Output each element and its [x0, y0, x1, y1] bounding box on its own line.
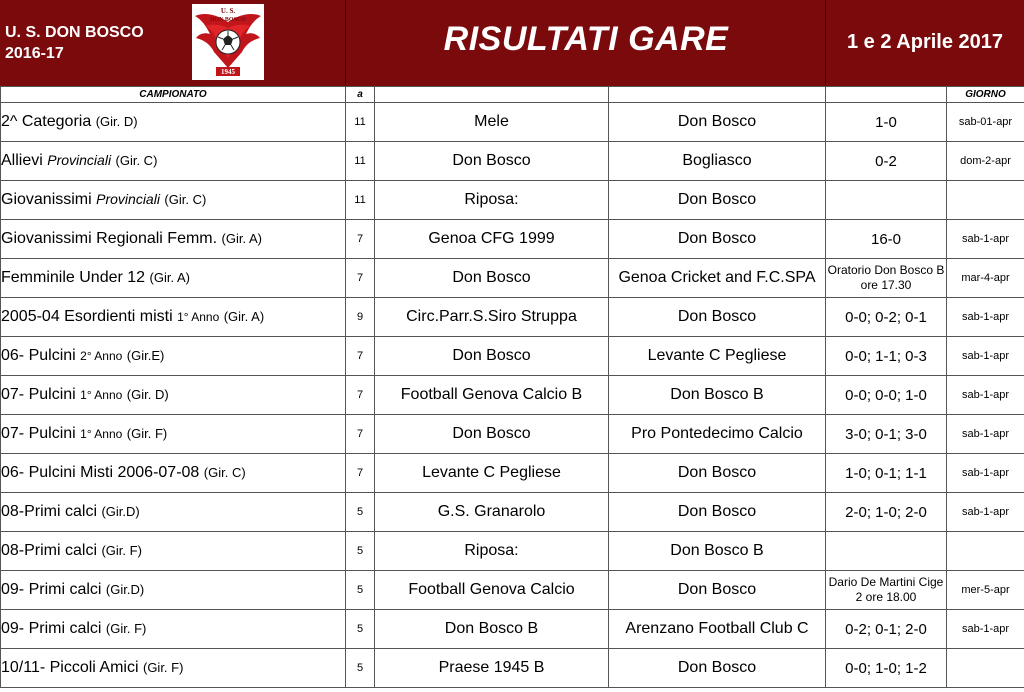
home-team-cell: Riposa: — [375, 532, 609, 571]
category-level: Provinciali — [47, 152, 112, 168]
round-cell: 11 — [346, 103, 375, 142]
category-name: Femminile Under 12 — [1, 269, 146, 286]
category-group: (Gir. A) — [223, 309, 265, 324]
day-cell: sab-1-apr — [947, 610, 1024, 649]
category-cell — [1, 259, 346, 298]
column-header-away — [609, 87, 826, 103]
day-cell: dom-2-apr — [947, 142, 1024, 181]
result-cell: 0-0; 1-1; 0-3 — [826, 337, 947, 376]
round-cell: 7 — [346, 454, 375, 493]
category-name: Giovanissimi Regionali Femm. — [1, 230, 218, 247]
table-row — [1, 259, 1024, 298]
category-note: 2° Anno — [80, 349, 123, 363]
category-name: 09- Primi calci — [1, 581, 102, 598]
category-group: (Gir. F) — [142, 660, 184, 675]
category-note: 1° Anno — [80, 427, 123, 441]
result-cell: Oratorio Don Bosco B ore 17.30 — [826, 259, 947, 298]
table-row — [1, 142, 1024, 181]
column-header-row — [1, 87, 1024, 103]
category-group: (Gir. C) — [203, 465, 246, 480]
category-name: Giovanissimi — [1, 191, 92, 208]
category-group: (Gir.E) — [126, 348, 165, 363]
category-cell — [1, 532, 346, 571]
category-cell — [1, 493, 346, 532]
category-name: 09- Primi calci — [1, 620, 102, 637]
day-cell — [947, 181, 1024, 220]
round-cell: 5 — [346, 532, 375, 571]
home-team-cell: Mele — [375, 103, 609, 142]
away-team-cell: Levante C Pegliese — [609, 337, 826, 376]
away-team-cell: Don Bosco — [609, 181, 826, 220]
result-cell: 2-0; 1-0; 2-0 — [826, 493, 947, 532]
table-row — [1, 649, 1024, 688]
category-group: (Gir. F) — [105, 621, 147, 636]
column-header-campionato: CAMPIONATO — [1, 87, 346, 103]
category-group: (Gir. F) — [126, 426, 168, 441]
table-row — [1, 532, 1024, 571]
day-cell: sab-1-apr — [947, 454, 1024, 493]
home-team-cell: Genoa CFG 1999 — [375, 220, 609, 259]
away-team-cell: Don Bosco B — [609, 376, 826, 415]
away-team-cell: Don Bosco B — [609, 532, 826, 571]
category-name: 07- Pulcini — [1, 386, 76, 403]
result-cell: Dario De Martini Cige 2 ore 18.00 — [826, 571, 947, 610]
category-name: 06- Pulcini — [1, 347, 76, 364]
day-cell: mer-5-apr — [947, 571, 1024, 610]
category-note: 1° Anno — [177, 310, 220, 324]
table-row — [1, 415, 1024, 454]
away-team-cell: Don Bosco — [609, 298, 826, 337]
result-cell — [826, 181, 947, 220]
club-logo — [192, 4, 264, 80]
home-team-cell: Don Bosco — [375, 142, 609, 181]
table-row — [1, 181, 1024, 220]
table-row — [1, 571, 1024, 610]
category-cell — [1, 415, 346, 454]
away-team-cell: Genoa Cricket and F.C.SPA — [609, 259, 826, 298]
away-team-cell: Bogliasco — [609, 142, 826, 181]
category-group: (Gir. D) — [95, 114, 138, 129]
day-cell: sab-1-apr — [947, 415, 1024, 454]
home-team-cell: Levante C Pegliese — [375, 454, 609, 493]
result-cell: 0-2 — [826, 142, 947, 181]
home-team-cell: Football Genova Calcio B — [375, 376, 609, 415]
day-cell: sab-1-apr — [947, 298, 1024, 337]
home-team-cell: Don Bosco — [375, 259, 609, 298]
category-name: 08-Primi calci — [1, 542, 98, 559]
result-cell: 16-0 — [826, 220, 947, 259]
round-cell: 5 — [346, 571, 375, 610]
column-header-giornata: a — [346, 87, 375, 103]
day-cell: sab-1-apr — [947, 220, 1024, 259]
category-cell — [1, 142, 346, 181]
home-team-cell: Football Genova Calcio — [375, 571, 609, 610]
category-note: 1° Anno — [80, 388, 123, 402]
category-cell — [1, 220, 346, 259]
result-cell: 0-0; 0-0; 1-0 — [826, 376, 947, 415]
home-team-cell: G.S. Granarolo — [375, 493, 609, 532]
header-divider — [345, 0, 346, 86]
away-team-cell: Arenzano Football Club C — [609, 610, 826, 649]
category-group: (Gir.D) — [101, 504, 140, 519]
home-team-cell: Praese 1945 B — [375, 649, 609, 688]
away-team-cell: Don Bosco — [609, 220, 826, 259]
category-cell — [1, 337, 346, 376]
category-name: 2^ Categoria — [1, 113, 92, 130]
category-name: 08-Primi calci — [1, 503, 98, 520]
category-group: (Gir.D) — [105, 582, 145, 597]
table-row — [1, 454, 1024, 493]
table-row — [1, 376, 1024, 415]
round-cell: 7 — [346, 259, 375, 298]
column-header-home — [375, 87, 609, 103]
table-row — [1, 298, 1024, 337]
home-team-cell: Don Bosco — [375, 415, 609, 454]
results-table — [0, 86, 1024, 688]
table-row — [1, 220, 1024, 259]
day-cell: mar-4-apr — [947, 259, 1024, 298]
round-cell: 11 — [346, 142, 375, 181]
category-group: (Gir. C) — [115, 153, 158, 168]
result-cell: 3-0; 0-1; 3-0 — [826, 415, 947, 454]
day-cell: sab-1-apr — [947, 376, 1024, 415]
round-cell: 7 — [346, 376, 375, 415]
away-team-cell: Don Bosco — [609, 103, 826, 142]
category-name: 2005-04 Esordienti misti — [1, 308, 173, 325]
round-cell: 5 — [346, 649, 375, 688]
club-season: 2016-17 — [5, 45, 64, 62]
round-cell: 7 — [346, 415, 375, 454]
home-team-cell: Don Bosco — [375, 337, 609, 376]
category-group: (Gir. F) — [101, 543, 142, 558]
category-cell — [1, 298, 346, 337]
home-team-cell: Don Bosco B — [375, 610, 609, 649]
table-row — [1, 337, 1024, 376]
header-band — [0, 0, 1024, 86]
category-name: 07- Pulcini — [1, 425, 76, 442]
round-cell: 5 — [346, 610, 375, 649]
category-cell — [1, 649, 346, 688]
home-team-cell: Circ.Parr.S.Siro Struppa — [375, 298, 609, 337]
day-cell: sab-1-apr — [947, 493, 1024, 532]
column-header-giorno: GIORNO — [947, 87, 1024, 103]
away-team-cell: Don Bosco — [609, 571, 826, 610]
table-row — [1, 493, 1024, 532]
category-cell — [1, 181, 346, 220]
category-cell — [1, 103, 346, 142]
away-team-cell: Pro Pontedecimo Calcio — [609, 415, 826, 454]
day-cell — [947, 532, 1024, 571]
home-team-cell: Riposa: — [375, 181, 609, 220]
category-cell — [1, 571, 346, 610]
round-cell: 9 — [346, 298, 375, 337]
result-cell: 1-0; 0-1; 1-1 — [826, 454, 947, 493]
category-name: Allievi — [1, 152, 43, 169]
day-cell: sab-1-apr — [947, 337, 1024, 376]
result-cell: 0-0; 0-2; 0-1 — [826, 298, 947, 337]
round-cell: 7 — [346, 220, 375, 259]
table-row — [1, 610, 1024, 649]
away-team-cell: Don Bosco — [609, 493, 826, 532]
category-name: 06- Pulcini Misti 2006-07-08 — [1, 464, 200, 481]
category-cell — [1, 376, 346, 415]
category-level: Provinciali — [96, 191, 160, 207]
category-cell — [1, 610, 346, 649]
logo-text-mid: DON BOSCO — [210, 17, 246, 23]
day-cell — [947, 649, 1024, 688]
category-group: (Gir. D) — [126, 387, 169, 402]
result-cell: 0-2; 0-1; 2-0 — [826, 610, 947, 649]
club-name-line1: U. S. DON BOSCO — [5, 24, 144, 41]
club-logo-icon — [192, 4, 264, 80]
category-group: (Gir. A) — [221, 231, 262, 246]
category-group: (Gir. C) — [164, 192, 207, 207]
result-cell: 0-0; 1-0; 1-2 — [826, 649, 947, 688]
category-cell — [1, 454, 346, 493]
round-cell: 5 — [346, 493, 375, 532]
round-cell: 11 — [346, 181, 375, 220]
match-date: 1 e 2 Aprile 2017 — [846, 31, 1004, 53]
category-name: 10/11- Piccoli Amici — [1, 659, 139, 676]
logo-text-year: 1945 — [221, 68, 235, 76]
day-cell: sab-01-apr — [947, 103, 1024, 142]
result-cell — [826, 532, 947, 571]
table-row — [1, 103, 1024, 142]
club-name — [5, 22, 144, 64]
round-cell: 7 — [346, 337, 375, 376]
column-header-result — [826, 87, 947, 103]
away-team-cell: Don Bosco — [609, 649, 826, 688]
page-title: RISULTATI GARE — [443, 20, 729, 58]
away-team-cell: Don Bosco — [609, 454, 826, 493]
logo-text-top: U. S. — [220, 7, 236, 15]
category-group: (Gir. A) — [149, 270, 190, 285]
result-cell: 1-0 — [826, 103, 947, 142]
